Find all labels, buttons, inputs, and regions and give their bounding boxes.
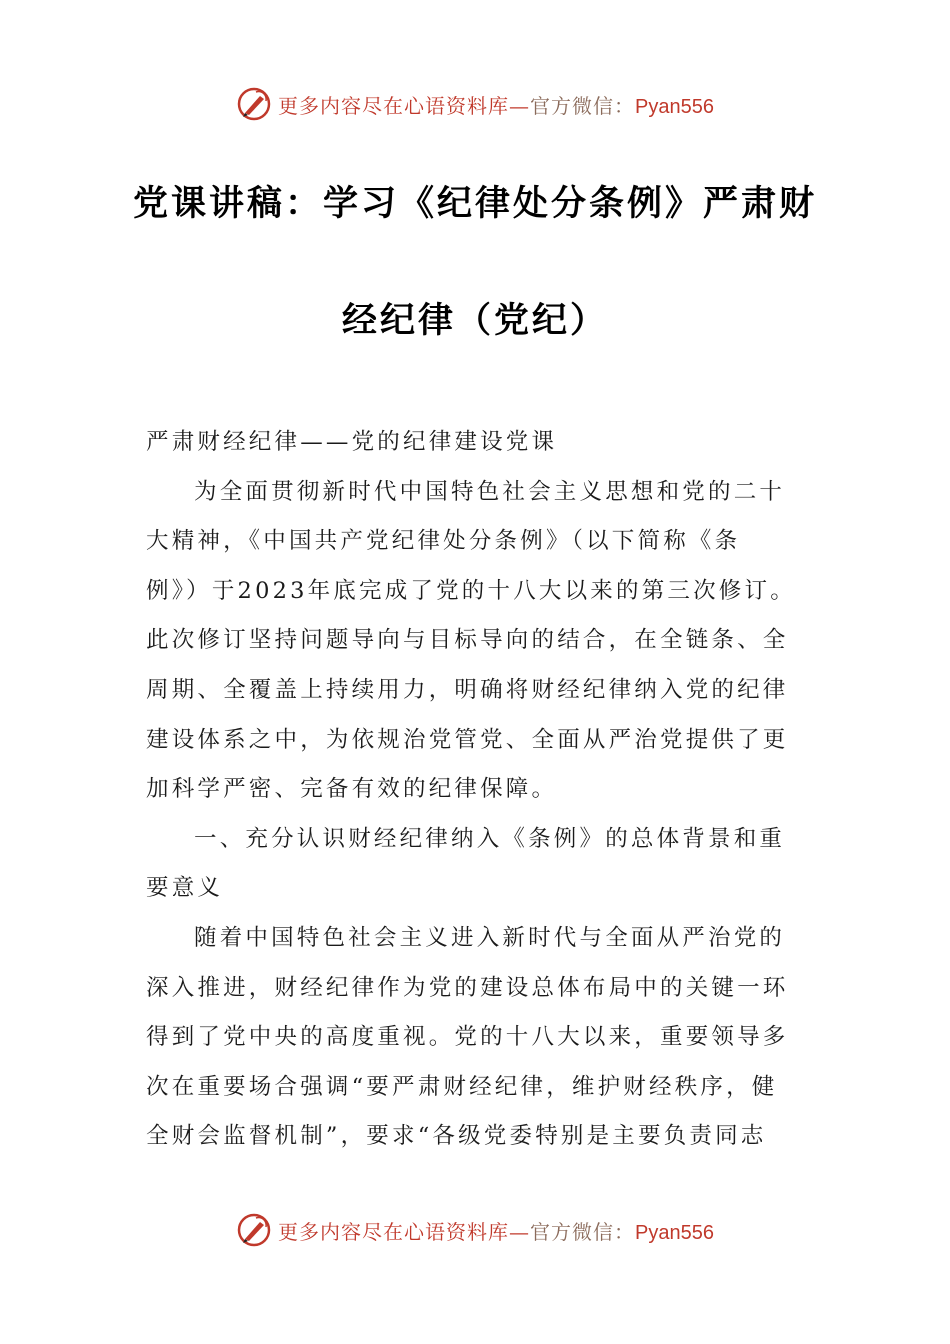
- pen-logo-icon: [236, 1212, 272, 1248]
- watermark-wechat-id: Pyan556: [635, 1221, 714, 1244]
- body-line: 例》）于2023年底完成了党的十八大以来的第三次修订。: [146, 577, 796, 604]
- document-body: [146, 418, 806, 1162]
- watermark-wechat-label: 官方微信：: [530, 1219, 636, 1244]
- watermark-main-text: 更多内容尽在心语资料库: [278, 1219, 510, 1244]
- body-line: 随着中国特色社会主义进入新时代与全面从严治党的: [194, 924, 786, 951]
- footer-watermark-banner: [0, 1208, 950, 1252]
- body-line: 大精神，《中国共产党纪律处分条例》（以下简称《条: [146, 528, 741, 555]
- body-line: 此次修订坚持问题导向与目标导向的结合，在全链条、全: [146, 627, 789, 654]
- pen-logo-icon: [236, 86, 272, 122]
- watermark-main-text: 更多内容尽在心语资料库: [278, 93, 510, 118]
- document-title-line-1: 党课讲稿：学习《纪律处分条例》严肃财: [132, 184, 817, 224]
- watermark-wechat-label: 官方微信：: [530, 93, 636, 118]
- watermark-wechat-id: Pyan556: [635, 95, 714, 118]
- watermark-text: [278, 90, 714, 119]
- body-line: 建设体系之中，为依规治党管党、全面从严治党提供了更: [146, 726, 789, 753]
- body-line: 全财会监督机制”，要求“各级党委特别是主要负责同志: [146, 1123, 767, 1150]
- body-line: 深入推进，财经纪律作为党的建设总体布局中的关键一环: [146, 974, 789, 1001]
- body-line: 为全面贯彻新时代中国特色社会主义思想和党的二十: [194, 478, 786, 505]
- document-title-line-2: 经纪律（党纪）: [341, 301, 608, 341]
- watermark-dash: —: [509, 1219, 531, 1244]
- body-line: 加科学严密、完备有效的纪律保障。: [146, 776, 558, 803]
- watermark-dash: —: [509, 93, 531, 118]
- body-line: 得到了党中央的高度重视。党的十八大以来，重要领导多: [146, 1024, 789, 1051]
- header-watermark-banner: [0, 82, 950, 126]
- section-heading-line: 一、充分认识财经纪律纳入《条例》的总体背景和重: [194, 825, 786, 852]
- section-heading-line: 要意义: [146, 875, 224, 902]
- body-line: 严肃财经纪律——党的纪律建设党课: [146, 429, 558, 455]
- body-line: 周期、全覆盖上持续用力，明确将财经纪律纳入党的纪律: [146, 676, 789, 703]
- body-line: 次在重要场合强调“要严肃财经纪律，维护财经秩序，健: [146, 1073, 778, 1100]
- watermark-text: [278, 1216, 714, 1245]
